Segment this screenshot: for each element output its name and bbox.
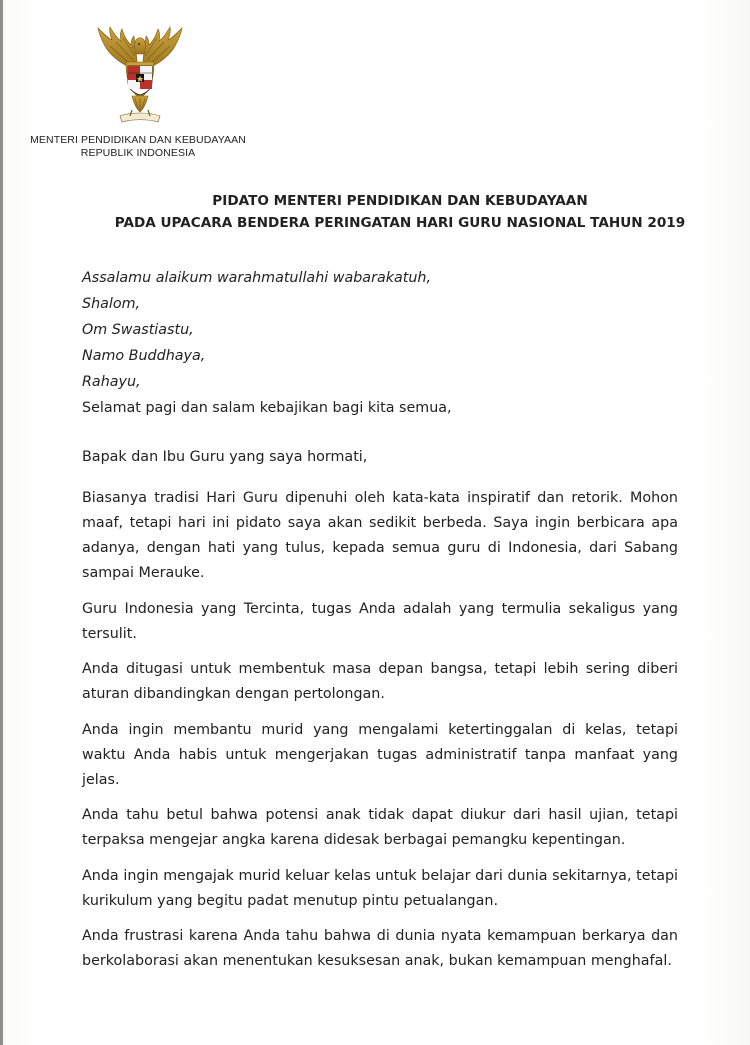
paragraph: Anda frustrasi karena Anda tahu bahwa di dunia nyata kemampuan berkarya dan berkolaborasi akan menentukan kesuksesan anak, bukan kemampuan menghafal. bbox=[82, 928, 678, 969]
greetings-block bbox=[82, 265, 682, 421]
paragraph: Anda tahu betul bahwa potensi anak tidak dapat diukur dari hasil ujian, tetapi terpaksa mengejar angka karena didesak berbagai pemangku kepentingan. bbox=[82, 807, 678, 848]
paragraph: Biasanya tradisi Hari Guru dipenuhi oleh kata-kata inspiratif dan retorik. Mohon maaf, tetapi hari ini pidato saya akan sedikit berbeda. Saya ingin berbicara apa adanya, dengan hati yang tulus, kepada semua guru di Indonesia, dari Sabang sampai Merauke. bbox=[82, 490, 678, 581]
speech-title bbox=[60, 190, 740, 234]
greeting-line: Assalamu alaikum warahmatullahi wabarakatuh, bbox=[82, 270, 432, 286]
country-name: REPUBLIK INDONESIA bbox=[80, 147, 196, 159]
page-edge bbox=[0, 0, 3, 1045]
greeting-line: Namo Buddhaya, bbox=[82, 348, 206, 364]
paragraph: Anda ingin mengajak murid keluar kelas untuk belajar dari dunia sekitarnya, tetapi kurikulum yang begitu padat menutup pintu petualangan. bbox=[82, 867, 678, 909]
paragraph: Anda ditugasi untuk membentuk masa depan bangsa, tetapi lebih sering diberi aturan dibandingkan dengan pertolongan. bbox=[82, 661, 678, 702]
ministry-header bbox=[20, 134, 256, 160]
greeting-line: Om Swastiastu, bbox=[82, 322, 194, 338]
title-line-1: PIDATO MENTERI PENDIDIKAN DAN KEBUDAYAAN bbox=[212, 193, 588, 209]
greeting-line: Shalom, bbox=[82, 296, 141, 312]
salutation: Bapak dan Ibu Guru yang saya hormati, bbox=[82, 449, 368, 465]
title-line-2: PADA UPACARA BENDERA PERINGATAN HARI GURU NASIONAL TAHUN 2019 bbox=[114, 215, 686, 231]
greeting-closing: Selamat pagi dan salam kebajikan bagi kita semua, bbox=[82, 400, 452, 416]
paragraph: Guru Indonesia yang Tercinta, tugas Anda adalah yang termulia sekaligus yang tersulit. bbox=[82, 600, 678, 642]
speech-body bbox=[82, 445, 678, 985]
garuda-emblem-icon bbox=[90, 26, 190, 130]
greeting-line: Rahayu, bbox=[82, 374, 141, 390]
ministry-name: MENTERI PENDIDIKAN DAN KEBUDAYAAN bbox=[30, 134, 246, 146]
paragraph: Anda ingin membantu murid yang mengalami ketertinggalan di kelas, tetapi waktu Anda habis untuk mengerjakan tugas administratif tanpa manfaat yang jelas. bbox=[82, 721, 678, 788]
